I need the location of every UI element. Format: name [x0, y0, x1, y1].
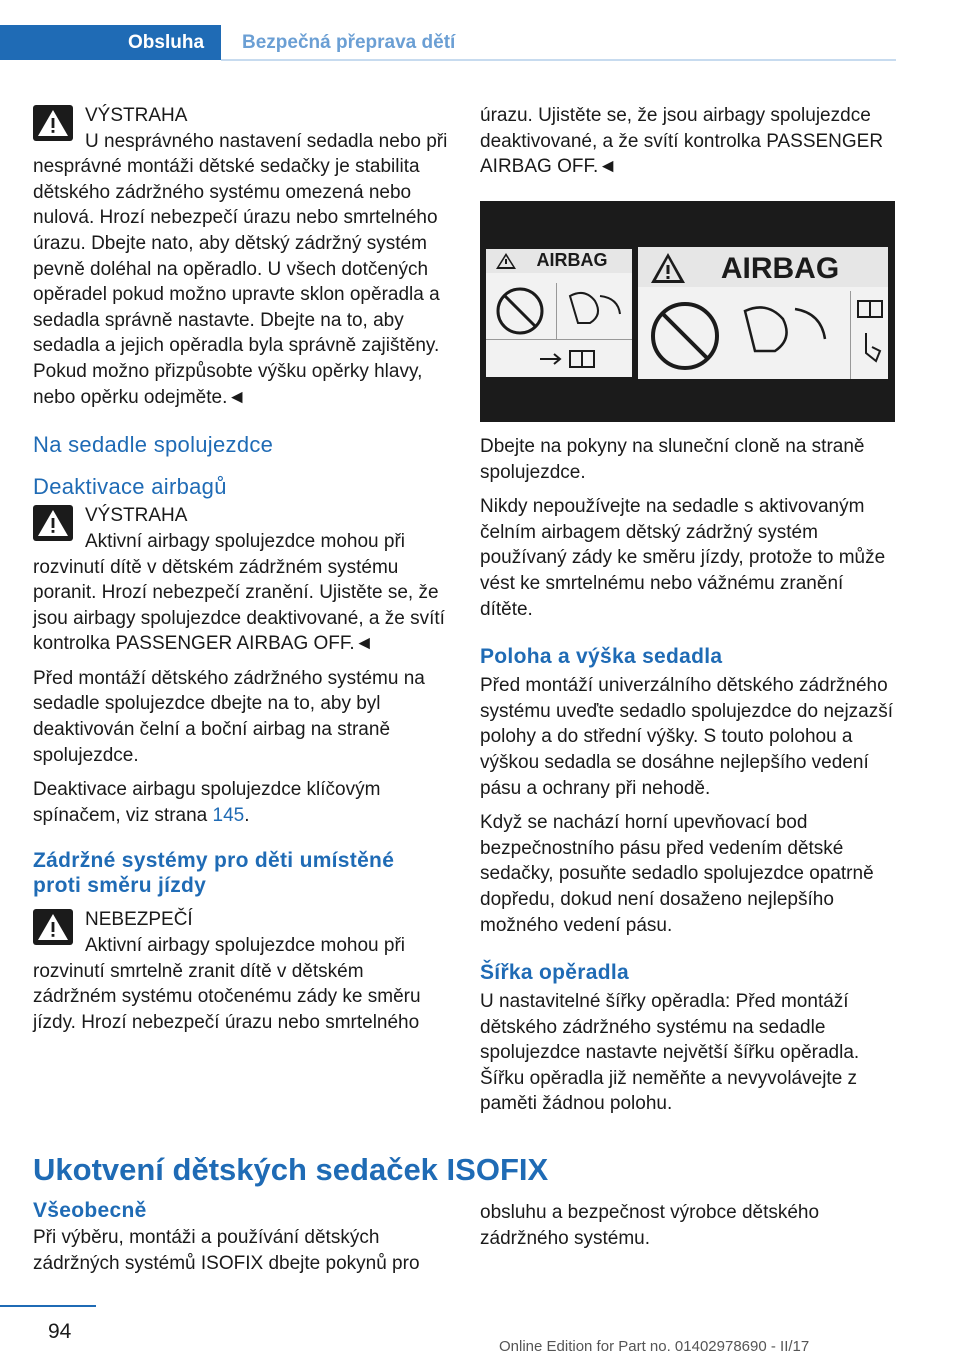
right-column-body — [480, 434, 895, 1126]
paragraph: Nikdy nepoužívejte na sedadle s aktivovaným čelním airbagem dětský zádržný systém používaný zády ke směru jízdy, protože to může vést ke smrtelnému nebo vážnému zranění dítěte. — [480, 496, 886, 620]
danger-text: Aktivní airbagy spolujezdce mohou při rozvinutí smrtelně zranit dítě v dětském zádržném systému otočenému zády ke směru jízdy. Hrozí nebezpečí úrazu nebo smrtelného — [33, 935, 421, 1033]
airbag-warning-label-image — [480, 201, 895, 422]
footer-edition-note: Online Edition for Part no. 01402978690 - II/17 — [499, 1338, 810, 1355]
subsection-heading: Poloha a výška sedadla — [480, 645, 723, 669]
warning-icon — [33, 105, 73, 141]
subsection-heading: Deaktivace airbagů — [33, 473, 227, 499]
danger-icon — [33, 909, 73, 945]
page-number: 94 — [48, 1320, 72, 1343]
tab-bezpecna-preprava[interactable]: Bezpečná přeprava dětí — [242, 32, 456, 53]
paragraph: Dbejte na pokyny na sluneční cloně na straně spolujezdce. — [480, 436, 865, 483]
right-column-top — [480, 103, 895, 189]
warning-title: VÝSTRAHA — [85, 105, 188, 126]
warning-text: U nesprávného nastavení sedadla nebo při nesprávné montáži dětské sedačky je stabilita dětského zádržného systému omezená nebo nulová. Hrozí nebezpečí úrazu nebo smrtelného úrazu. Dbejte nato, aby dětský zádržný systém pevně doléhal na opěradlo. U všech dotčených opěradel pokud možno upravte sklon opěradla a sedadla správně nastavte. Dbejte na to, aby sedadla a jejich opěradla byla správně zajištěny. Pokud možno přizpůsobte výšku opěrky hlavy, nebo opěrku odejměte.◄ — [33, 130, 448, 408]
danger-title: NEBEZPEČÍ — [85, 909, 193, 931]
warning-icon — [33, 505, 73, 541]
paragraph: U nastavitelné šířky opěradla: Před montáží dětského zádržného systému na sedadle spolujezdce nastavte největší šířku opěradla. Šířku opěradla již neměňte a nevyvolávejte z paměti žádnou polohu. — [480, 991, 860, 1115]
airbag-label-large-text: AIRBAG — [720, 252, 840, 285]
header-tabs — [0, 0, 960, 60]
warning-block — [33, 103, 448, 410]
warning-text: Aktivní airbagy spolujezdce mohou při rozvinutí dítě v dětském zádržném systému poranit. Hrozí nebezpečí zranění. Ujistěte se, že jsou airbagy spolujezdce deaktivované, a že svítí kontrolka PASSENGER AIRBAG OFF.◄ — [33, 530, 445, 655]
airbag-label-small-text: AIRBAG — [536, 250, 608, 270]
danger-block — [33, 907, 448, 1035]
paragraph: Když se nachází horní upevňovací bod bezpečnostního pásu před vedením dětské sedačky, posuňte sedadlo spolujezdce opatrně dopředu, dokud není dosaženo nejlepšího možného vedení pásu. — [480, 812, 874, 936]
chapter-heading: Ukotvení dětských sedaček ISOFIX — [33, 1152, 549, 1187]
paragraph: úrazu. Ujistěte se, že jsou airbagy spolujezdce deaktivované, a že svítí kontrolka PASSENGER AIRBAG OFF.◄ — [480, 105, 884, 178]
paragraph: Před montáží univerzálního dětského zádržného systému uveďte sedadlo spolujezdce do nejzazší polohy a do střední výšky. S touto polohou a výškou sedadla se dosáhne nejlepšího vedení pásu a ochrany při nehodě. — [480, 675, 894, 799]
paragraph: Při výběru, montáži a používání dětských zádržných systémů ISOFIX dbejte pokynů pro — [33, 1227, 420, 1274]
paragraph: Deaktivace airbagu spolujezdce klíčovým spínačem, viz strana 145. — [33, 779, 381, 826]
subsection-heading: Šířka opěradla — [480, 961, 629, 985]
subsection-heading: Všeobecně — [33, 1199, 147, 1222]
tab-obsluha[interactable]: Obsluha — [0, 25, 221, 60]
section-heading: Na sedadle spolujezdce — [33, 432, 274, 458]
warning-block — [33, 503, 448, 657]
left-column — [33, 103, 448, 1044]
tab-underline — [221, 59, 896, 61]
airbag-label-graphic — [480, 201, 895, 422]
paragraph: Před montáží dětského zádržného systému na sedadle spolujezdce dbejte na to, aby byl deaktivován čelní a boční airbag na straně spolujezdce. — [33, 667, 425, 766]
subsection-heading: Zádržné systémy pro děti umístěné proti směru jízdy — [33, 849, 395, 898]
bottom-right-column — [480, 1200, 895, 1260]
warning-title: VÝSTRAHA — [85, 505, 188, 527]
bottom-left-column — [33, 1198, 448, 1285]
page-link[interactable]: 145 — [212, 804, 245, 826]
paragraph: obsluhu a bezpečnost výrobce dětského zádržného systému. — [480, 1202, 820, 1249]
footer-divider — [0, 1305, 96, 1307]
